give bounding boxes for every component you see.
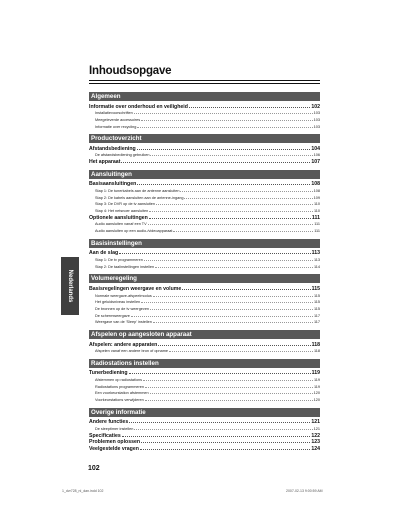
toc-entry-page: 103 [313,124,320,129]
section-header: Productoverzicht [89,134,320,143]
toc-entry-label: De schermweergave [95,313,130,318]
toc-entry-label: Optionele aansluitingen [89,214,148,221]
toc-entry-page: 103 [313,111,320,116]
toc-subentry[interactable] [89,109,320,116]
toc-subentry[interactable] [89,123,320,130]
toc-subentry[interactable] [89,207,320,214]
section-header: Radiostations instellen [89,359,320,368]
dot-leader [121,158,310,163]
dot-leader [173,227,313,232]
toc-section [89,239,320,270]
dot-leader [150,389,313,394]
toc-entry[interactable] [89,249,320,256]
dot-leader [129,418,310,423]
section-header: Algemeen [89,92,320,101]
title-rule-bottom [89,83,320,84]
toc-entry[interactable] [89,341,320,348]
toc-entry[interactable] [89,214,320,221]
toc-subentry[interactable] [89,263,320,270]
toc-entry-label: Installatievoorschriften [95,111,133,116]
toc-entry-page: 111 [314,222,320,227]
toc-entry-page: 108 [311,181,320,188]
toc-entry-page: 115 [311,285,320,292]
toc-subentry[interactable] [89,256,320,263]
title-rule-top [89,80,320,81]
dot-leader [141,116,312,121]
toc-entry-label: Voorkeurstations verwijderen [95,398,144,403]
toc-section [89,408,320,452]
dot-leader [156,200,313,205]
toc-entry-page: 109 [313,195,320,200]
toc-subentry[interactable] [89,194,320,201]
toc-entry-page: 119 [311,370,320,377]
toc-entry-label: Stap 1: De tunerkabels aan de antenne aansluiten [95,189,180,193]
toc-entry-page: 118 [313,349,320,354]
dot-leader [144,256,313,261]
toc-entry-label: Een voorkeurstation afstemmen [95,391,149,396]
toc-entry-label: Radiostations programmeren [95,384,144,389]
dot-leader [150,151,312,156]
language-side-tab [61,257,79,315]
toc-entry-page: 107 [311,159,320,166]
toc-entry-page: 111 [314,229,320,234]
toc-entry-page: 115 [313,306,320,311]
toc-entry-page: 120 [313,391,320,396]
dot-leader [137,123,312,128]
dot-leader [129,369,311,374]
toc-entry-page: 111 [311,214,320,221]
language-side-tab-label: Nederlands [67,269,73,303]
dot-leader [184,194,312,199]
toc-entry-label: De bronnen op de tv weergeven [95,306,150,311]
section-header: Aansluitingen [89,170,320,179]
toc-subentry[interactable] [89,396,320,403]
toc-entry-label: Het apparaat [89,159,121,166]
toc-subentry[interactable] [89,425,320,432]
dot-leader [141,298,313,303]
toc-entry-label: Stap 2: De kabels aansluiten aan de antenne-ingang [95,195,184,200]
toc-entry-label: Normale weergave-afspeelmodus [95,293,152,298]
toc-entry-label: Stap 2: De taalinstellingen instellen [95,264,155,269]
dot-leader [122,432,311,437]
dot-leader [189,103,310,108]
toc-entry-page: 113 [311,250,320,257]
dot-leader [149,214,311,219]
toc-subentry[interactable] [89,305,320,312]
toc-entry-label: Stap 1: De tv programmeren [95,258,143,262]
dot-leader [137,180,310,185]
page-title: Inhoudsopgave [89,65,172,77]
toc-subentry[interactable] [89,312,320,319]
toc-subentry[interactable] [89,347,320,354]
toc-entry-page: 124 [311,446,320,453]
toc-entry-page: 113 [313,258,320,262]
toc-subentry[interactable] [89,151,320,158]
section-header: Basisinstellingen [89,239,320,248]
toc-entry-page: 108 [313,189,320,193]
toc-entry-page: 117 [313,313,320,318]
toc-entry-page: 117 [313,320,320,325]
toc-entry-page: 115 [313,293,320,298]
toc-entry-label: Tunerbediening [89,370,128,377]
toc-entry-label: Meegeleverde accessoires [95,117,141,122]
dot-leader [148,220,314,225]
toc-entry-page: 102 [311,103,320,110]
toc-entry-label: Afspelen: andere apparaten [89,341,158,348]
dot-leader [145,383,313,388]
toc-entry-page: 110 [313,209,320,214]
toc-subentry[interactable] [89,292,320,299]
section-header: Afspelen op aangesloten apparaat [89,330,320,339]
toc-entry-label: Stap 4: Het netsnoer aansluiten [95,209,149,214]
toc-entry[interactable] [89,445,320,452]
dot-leader [153,292,313,297]
section-header: Overige informatie [89,408,320,417]
toc-entry-page: 103 [313,117,320,122]
toc-entry-label: Aan de slag [89,250,119,257]
toc-entry-label: Veelgestelde vragen [89,446,139,453]
toc-entry-label: De sleeptimer instellen [95,427,134,431]
section-header: Volumeregeling [89,274,320,283]
toc-entry-label: Stap 3: De DVR op de tv aansluiten [95,202,155,207]
dot-leader [180,187,312,192]
toc-entry-label: Informatie over onderhoud en veiligheid [89,103,188,110]
print-footer-right: 2007-02-13 9:00:59 AM [286,489,323,493]
toc-entry[interactable] [89,432,320,439]
print-footer-left: 1_dvr728_nl_dan.indd 102 [62,489,104,493]
toc-entry[interactable] [89,438,320,445]
toc-subentry[interactable] [89,298,320,305]
toc-section [89,92,320,129]
toc-entry-page: 119 [313,384,320,389]
toc-entry-label: Audio aansluiten op een audio-/videoapparaat [95,229,173,234]
toc-subentry[interactable] [89,227,320,234]
dot-leader [134,109,313,114]
toc-entry-page: 121 [313,427,320,431]
toc-entry-label: Afspelen vanaf een andere bron of opname [95,349,169,354]
dot-leader [143,376,313,381]
dot-leader [119,249,311,254]
dot-leader [149,207,313,212]
toc-entry-label: Specificaties [89,432,121,439]
toc-subentry[interactable] [89,383,320,390]
toc-subentry[interactable] [89,318,320,325]
toc-entry[interactable] [89,103,320,110]
toc-section [89,170,320,234]
toc-entry-page: 122 [311,432,320,439]
toc-entry-page: 114 [313,264,320,269]
toc-section [89,274,320,325]
toc-entry[interactable] [89,180,320,187]
toc-entry-label: Problemen oplossen [89,439,141,446]
toc-section [89,134,320,165]
dot-leader [182,285,310,290]
toc-section [89,330,320,354]
toc-entry-page: 110 [313,202,320,207]
dot-leader [169,347,313,352]
toc-subentry[interactable] [89,116,320,123]
dot-leader [131,312,313,317]
toc-subentry[interactable] [89,187,320,194]
toc-entry-label: Informatie over recycling [95,124,137,129]
toc-subentry[interactable] [89,220,320,227]
toc-section [89,359,320,403]
toc-entry-label: Andere functies [89,419,129,426]
toc-entry-label: Weergave van de 'Sleep' instellen [95,320,152,325]
dot-leader [158,341,310,346]
dot-leader [140,445,310,450]
toc-entry[interactable] [89,369,320,376]
toc-entry-page: 118 [311,341,320,348]
dot-leader [137,145,311,150]
dot-leader [150,305,313,310]
toc-entry-page: 104 [311,145,320,152]
toc-entry-page: 120 [313,398,320,403]
toc-entry-label: De afstandsbediening gebruiken [95,153,150,158]
dot-leader [155,263,313,268]
toc-entry-label: Afstandsbediening [89,145,136,152]
toc-subentry[interactable] [89,376,320,383]
toc-entry-label: Afstemmen op radiostations [95,378,143,383]
dot-leader [145,396,313,401]
toc-subentry[interactable] [89,389,320,396]
toc-entry-page: 106 [313,153,320,158]
toc-entry-page: 121 [311,419,320,426]
page-number: 102 [88,465,100,472]
toc-entry-label: Audio aansluiten vanaf een TV [95,222,147,227]
toc-entry-label: Basisaansluitingen [89,181,137,188]
toc-entry[interactable] [89,285,320,292]
dot-leader [141,438,310,443]
dot-leader [134,425,312,430]
toc-entry-page: 123 [311,439,320,446]
dot-leader [153,318,313,323]
toc-entry[interactable] [89,145,320,152]
toc-entry[interactable] [89,158,320,165]
toc-entry[interactable] [89,418,320,425]
toc-entry-label: Basisregelingen weergave en volume [89,285,182,292]
toc-entry-page: 115 [313,300,320,305]
toc-entry-page: 119 [313,378,320,383]
toc-subentry[interactable] [89,200,320,207]
table-of-contents [89,92,320,457]
toc-entry-label: Het geluidsniveau instellen [95,300,141,305]
